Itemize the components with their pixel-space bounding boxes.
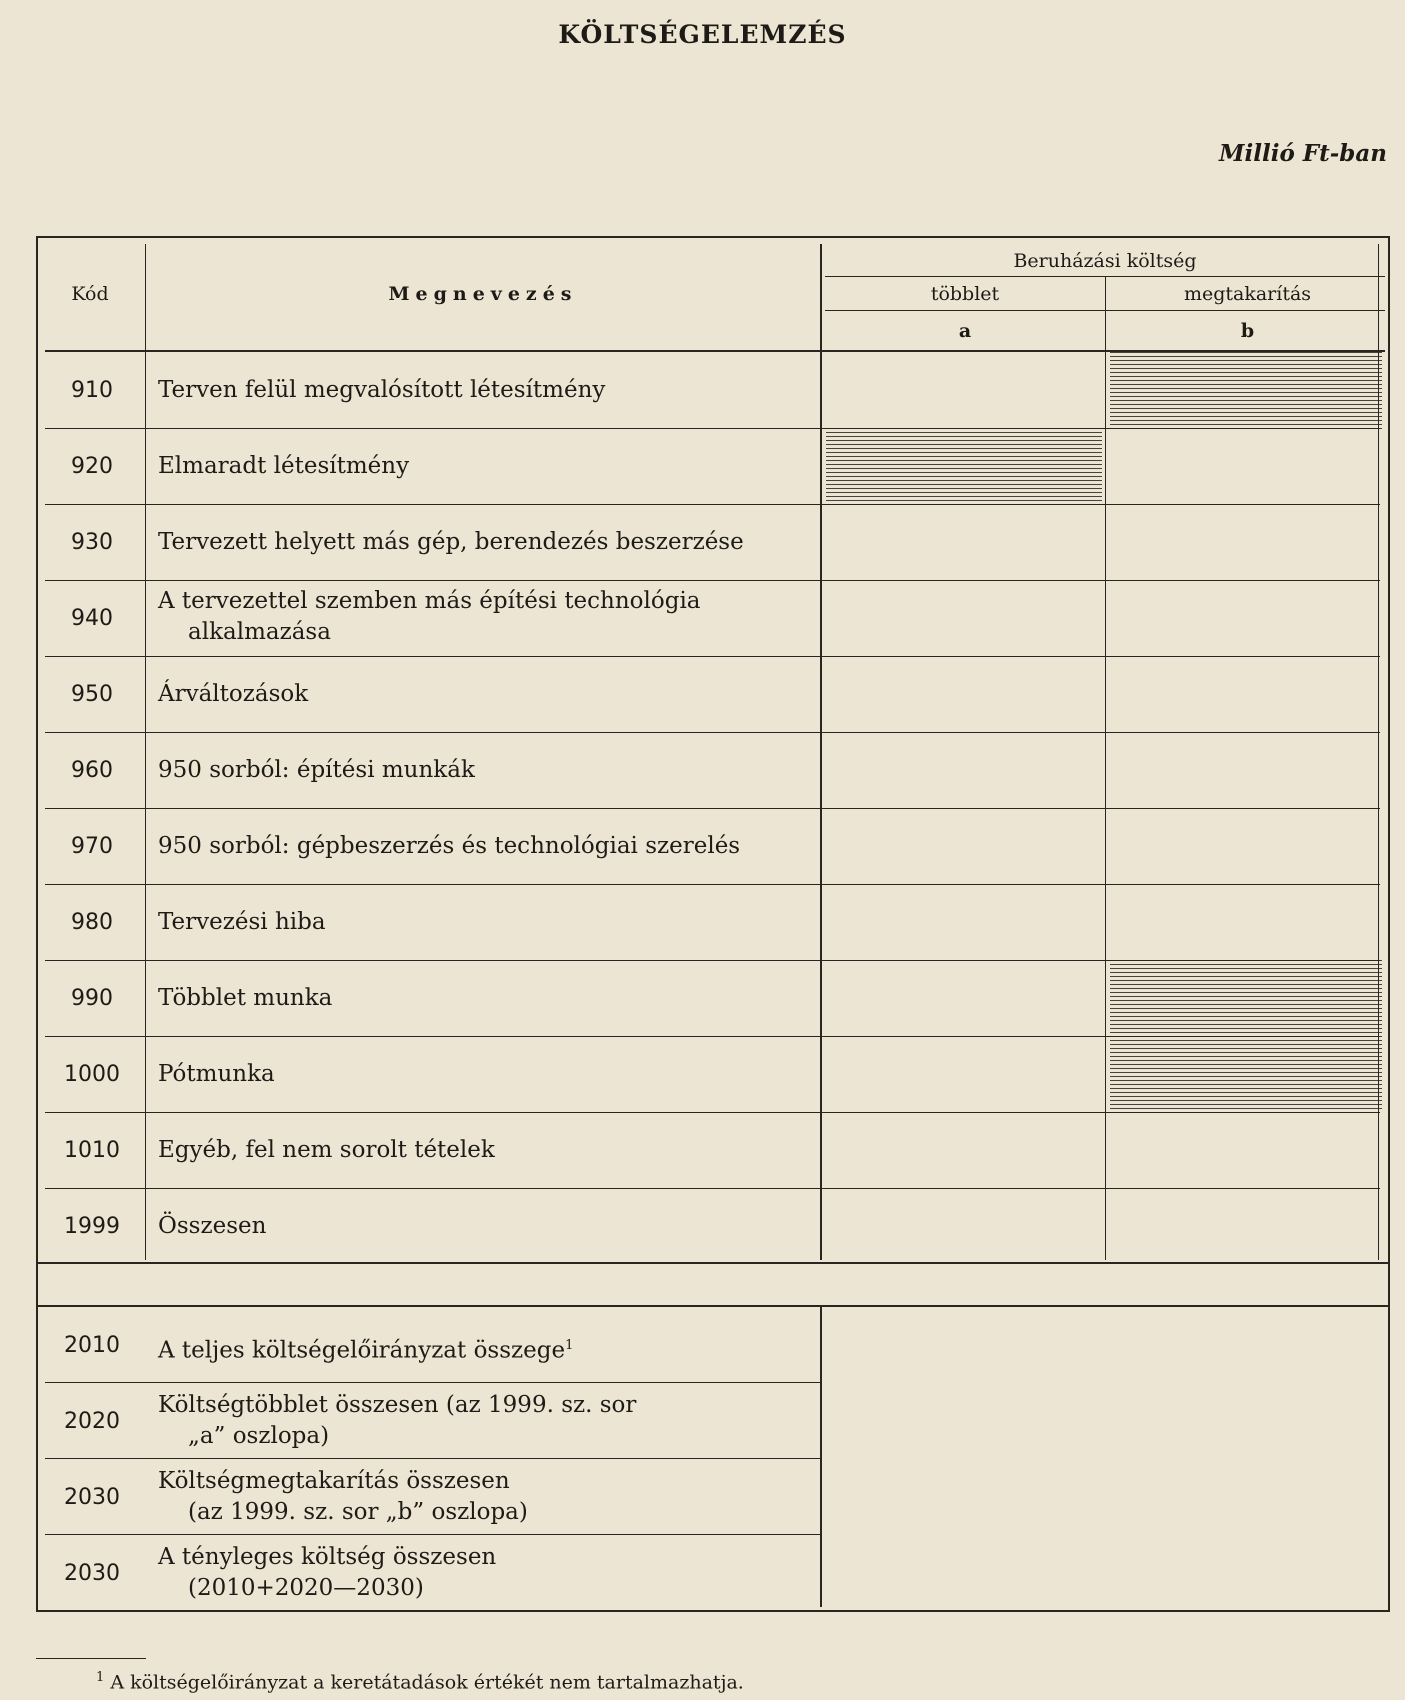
row-rule [45,428,1380,429]
row-name: 950 sorból: gépbeszerzés és technológiai szerelés [158,833,741,859]
column-rule [145,244,146,1260]
summary-name-continued: (2010+2020—2030) [188,1575,424,1601]
row-name: Tervezett helyett más gép, berendezés beszerzése [158,529,744,555]
row-name: Terven felül megvalósított létesítmény [158,377,606,403]
row-name: Többlet munka [158,985,333,1011]
summary-name-continued: „a” oszlopa) [188,1423,330,1449]
row-code: 1000 [64,1062,120,1087]
row-name: Tervezési hiba [158,909,326,935]
summary-name-continued: (az 1999. sz. sor „b” oszlopa) [188,1499,528,1525]
row-rule [45,1036,1380,1037]
summary-code: 2030 [64,1485,120,1510]
row-name-continued: alkalmazása [188,619,331,645]
row-name: Egyéb, fel nem sorolt tételek [158,1137,495,1163]
header-col-b: megtakarítás [1183,283,1312,305]
row-rule [45,1382,820,1383]
footnote-rule [36,1658,146,1659]
row-rule [45,732,1380,733]
row-code: 990 [71,986,113,1011]
header-name: Megnevezés [388,283,578,305]
row-rule [45,884,1380,885]
row-code: 980 [71,910,113,935]
row-rule [45,1534,820,1535]
row-name: A tervezettel szemben más építési technológia [158,588,701,614]
summary-name: A teljes költségelőirányzat összege$^1$ [158,1337,574,1364]
header-col-a-letter: a [958,320,972,342]
row-code: 1010 [64,1138,120,1163]
row-rule [45,808,1380,809]
row-rule [45,1112,1380,1113]
shaded-cell [1110,352,1382,430]
row-rule [45,580,1380,581]
row-code: 940 [71,606,113,631]
row-code: 950 [71,682,113,707]
summary-name: Költségtöbblet összesen (az 1999. sz. sor [158,1392,637,1418]
row-rule [45,960,1380,961]
row-name: Pótmunka [158,1061,275,1087]
row-rule [45,504,1380,505]
summary-name: A tényleges költség összesen [158,1544,497,1570]
row-rule [45,1458,820,1459]
header-code: Kód [71,283,109,305]
unit-label: Millió Ft-ban [1219,140,1387,167]
row-name: Árváltozások [158,681,309,707]
summary-name: Költségmegtakarítás összesen [158,1468,510,1494]
row-name: Összesen [158,1213,267,1239]
row-code: 970 [71,834,113,859]
summary-code: 2010 [64,1333,120,1358]
row-code: 910 [71,378,113,403]
summary-code: 2020 [64,1409,120,1434]
section-rule [36,1305,1390,1307]
row-rule [45,1188,1380,1189]
header-col-b-letter: b [1240,320,1255,342]
row-code: 960 [71,758,113,783]
row-name: 950 sorból: építési munkák [158,757,475,783]
summary-code: 2030 [64,1561,120,1586]
header-group: Beruházási költség [1013,250,1197,272]
row-code: 920 [71,454,113,479]
footnote: $^1$ A költségelőirányzat a keretátadások értékét nem tartalmazhatja. [96,1670,744,1694]
row-code: 1999 [64,1214,120,1239]
row-rule [45,656,1380,657]
shaded-cell [826,428,1102,506]
header-col-a: többlet [930,283,1000,305]
section-rule [36,1262,1390,1264]
row-code: 930 [71,530,113,555]
page-title: KÖLTSÉGELEMZÉS [558,20,847,49]
row-name: Elmaradt létesítmény [158,453,410,479]
